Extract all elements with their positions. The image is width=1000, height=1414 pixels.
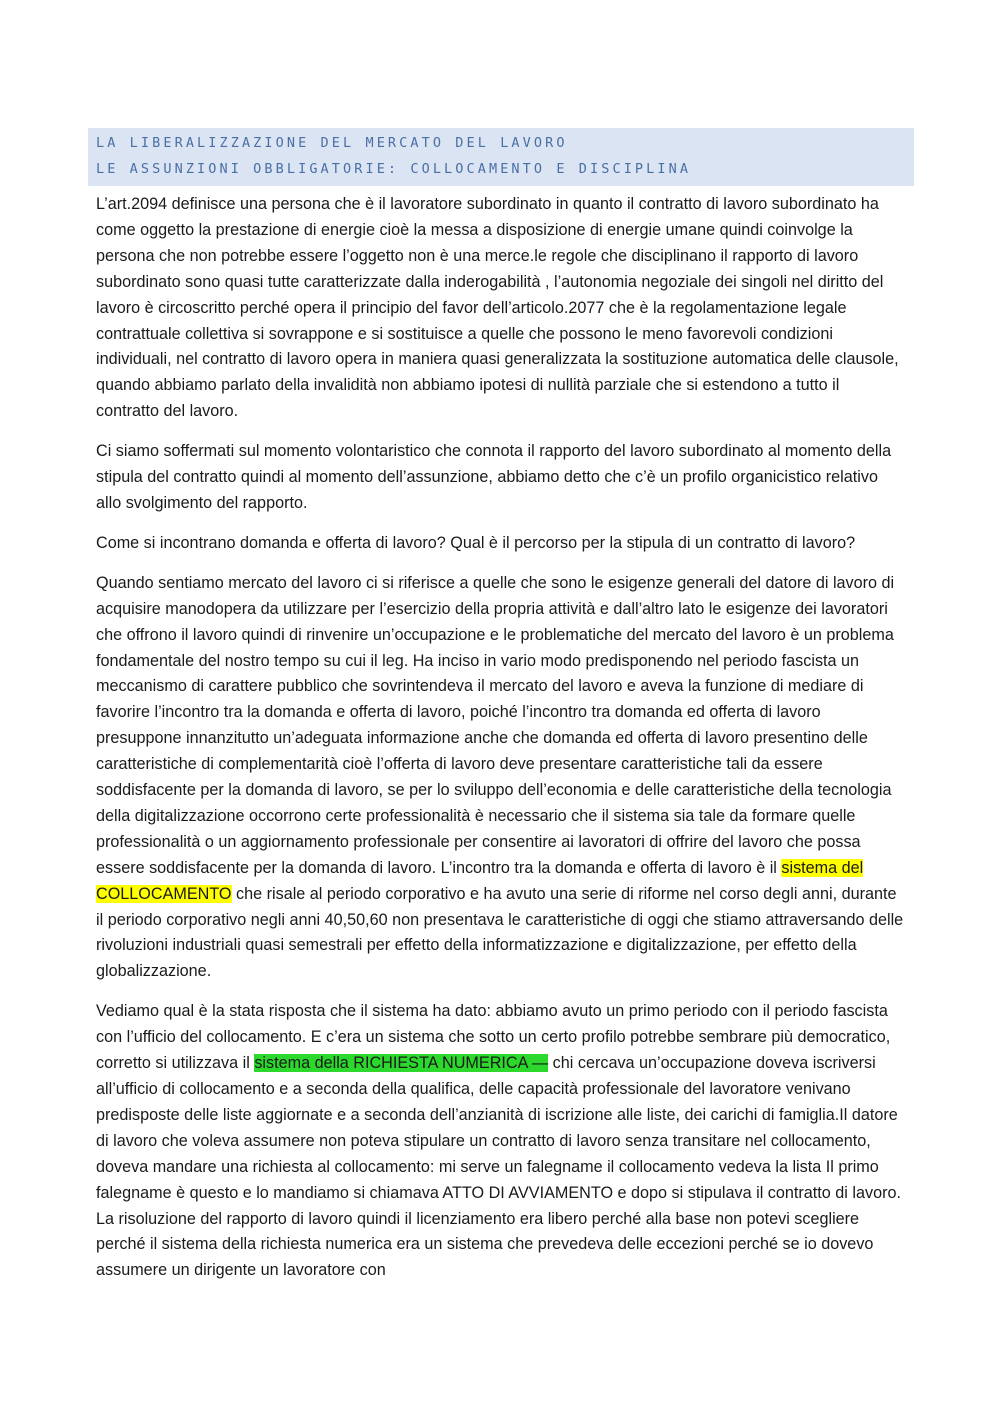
heading-title: LA LIBERALIZZAZIONE DEL MERCATO DEL LAVORO [96, 135, 568, 151]
heading-band [88, 128, 914, 186]
paragraph-1: L’art.2094 definisce una persona che è il lavoratore subordinato in quanto il contratto di lavoro subordinato ha come oggetto la prestazione di energie cioè la messa a disposizione di energie umane quindi coinvolge la persona che non potrebbe essere l’oggetto non è una merce.le regole che disciplinano il rapporto di lavoro subordinato sono quasi tutte caratterizzate dalla inderogabilità , l’autonomia negoziale dei singoli nel diritto del lavoro è circoscritto perché opera il principio del favor dell’articolo.2077 che è la regolamentazione legale contrattuale collettiva si sovrappone e si sostituisce a quelle che possono le meno favorevoli condizioni individuali, nel contratto di lavoro opera in maniera quasi generalizzata la sostituzione automatica delle clausole, quando abbiamo parlato della invalidità non abbiamo ipotesi di nullità parziale che si estendono a tutto il contratto del lavoro. [96, 195, 899, 421]
highlight-richiesta-numerica: sistema della RICHIESTA NUMERICA — [254, 1054, 549, 1073]
paragraph-4 [96, 571, 906, 986]
document-body [88, 192, 914, 1284]
paragraph-4-text-end: che risale al periodo corporativo e ha avuto una serie di riforme nel corso degli anni, durante il periodo corporativo negli anni 40,50,60 non presentava le caratteristiche di oggi che stiamo attraversando delle rivoluzioni industriali quasi semestrali per effetto della informatizzazione e digitalizzazione, per effetto della globalizzazione. [96, 884, 904, 981]
paragraph-5-text-start: Vediamo qual è la stata risposta che il sistema ha dato: abbiamo avuto un primo periodo con il periodo fascista con l’ufficio del collocamento. E c’era un sistema che sotto un certo profilo potrebbe sembrare più democratico, corretto si utilizzava il [96, 1002, 891, 1073]
highlight-collocamento: sistema del COLLOCAMENTO [96, 858, 864, 903]
document-page [88, 128, 914, 1298]
paragraph-2: Ci siamo soffermati sul momento volontaristico che connota il rapporto del lavoro subordinato al momento della stipula del contratto quindi al momento dell’assunzione, abbiamo detto che c’è un profilo organicistico relativo allo svolgimento del rapporto. [96, 442, 892, 512]
paragraph-4-text-start: Quando sentiamo mercato del lavoro ci si riferisce a quelle che sono le esigenze generali del datore di lavoro di acquisire manodopera da utilizzare per l’esercizio della propria attività e dall’altro lato le esigenze dei lavoratori che offrono il lavoro quindi di rinvenire un’occupazione e le problematiche del mercato del lavoro è un problema fondamentale del nostro tempo su cui il leg. Ha inciso in vario modo predisponendo nel periodo fascista un meccanismo di carattere pubblico che sovrintendeva il mercato del lavoro e aveva la funzione di mediare di favorire l’incontro tra la domanda e offerta di lavoro, poiché l’incontro tra domanda ed offerta di lavoro presuppone innanzitutto un’adeguata informazione anche che domanda ed offerta di lavoro presentino delle caratteristiche di complementarità cioè l’offerta di lavoro deve presentare caratteristiche tali da essere soddisfacente per la domanda di lavoro, se per lo sviluppo dell’economia e delle caratteristiche della tecnologia della digitalizzazione occorrono certe professionalità è necessario che il sistema sia tale da formare quelle professionalità o un aggiornamento professionale per consentire ai lavoratori di offrire del lavoro che possa essere soddisfacente per la domanda di lavoro. L’incontro tra la domanda e offerta di lavoro è il [96, 573, 895, 877]
paragraph-5-text-end: chi cercava un’occupazione doveva iscriversi all’ufficio di collocamento e a seconda della qualifica, delle capacità professionale del lavoratore venivano predisposte delle liste aggiornate e a seconda dell’anzianità di iscrizione alle liste, dei carichi di famiglia.Il datore di lavoro che voleva assumere non poteva stipulare un contratto di lavoro senza transitare nel collocamento, doveva mandare una richiesta al collocamento: mi serve un falegname il collocamento vedeva la lista Il primo falegname è questo e lo mandiamo si chiamava ATTO DI AVVIAMENTO e dopo si stipulava il contratto di lavoro. La risoluzione del rapporto di lavoro quindi il licenziamento era libero perché alla base non potevi scegliere perché il sistema della richiesta numerica era un sistema che prevedeva delle eccezioni perché se io dovevo assumere un dirigente un lavoratore con [96, 1054, 901, 1280]
paragraph-3: Come si incontrano domanda e offerta di lavoro? Qual è il percorso per la stipula di un contratto di lavoro? [96, 533, 856, 552]
heading-subtitle: LE ASSUNZIONI OBBLIGATORIE: COLLOCAMENTO E DISCIPLINA [96, 161, 692, 177]
paragraph-5 [96, 999, 906, 1284]
